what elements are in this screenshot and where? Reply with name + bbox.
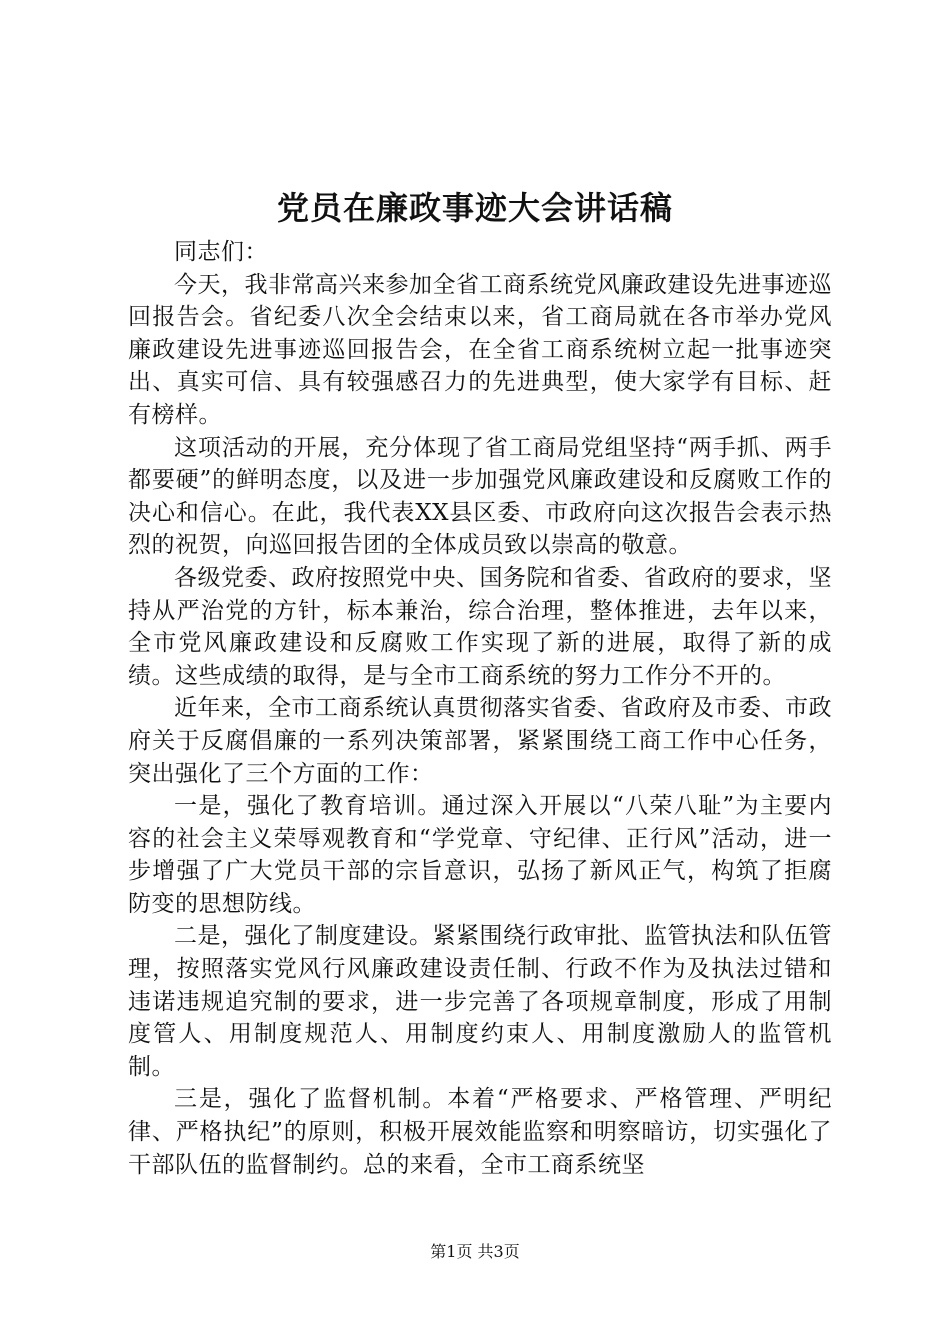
- paragraph-1: 今天，我非常高兴来参加全省工商系统党风廉政建设先进事迹巡回报告会。省纪委八次全会结束以来，省工商局就在各市举办党风廉政建设先进事迹巡回报告会，在全省工商系统树立起一批事迹突出、真实可信、具有较强感召力的先进典型，使大家学有目标、赶有榜样。: [128, 271, 832, 428]
- paragraph-5: 一是，强化了教育培训。通过深入开展以“八荣八耻”为主要内容的社会主义荣辱观教育和“学党章、守纪律、正行风”活动，进一步增强了广大党员干部的宗旨意识，弘扬了新风正气，构筑了拒腐防变的思想防线。: [128, 793, 832, 917]
- paragraph-3: 各级党委、政府按照党中央、国务院和省委、省政府的要求，坚持从严治党的方针，标本兼治，综合治理，整体推进，去年以来，全市党风廉政建设和反腐败工作实现了新的进展，取得了新的成绩。这些成绩的取得，是与全市工商系统的努力工作分不开的。: [128, 564, 832, 689]
- paragraph-6: 二是，强化了制度建设。紧紧围绕行政审批、监管执法和队伍管理，按照落实党风行风廉政建设责任制、行政不作为及执法过错和违诺违规追究制的要求，进一步完善了各项规章制度，形成了用制度管人、用制度规范人、用制度约束人、用制度激励人的监管机制。: [128, 923, 832, 1080]
- document-title: 党员在廉政事迹大会讲话稿: [276, 189, 673, 227]
- paragraph-4: 近年来，全市工商系统认真贯彻落实省委、省政府及市委、市政府关于反腐倡廉的一系列决策部署，紧紧围绕工商工作中心任务，突出强化了三个方面的工作：: [128, 695, 832, 787]
- document-body: [128, 236, 832, 1181]
- paragraph-7: 三是，强化了监督机制。本着“严格要求、严格管理、严明纪律、严格执纪”的原则，积极开展效能监察和明察暗访，切实强化了干部队伍的监督制约。总的来看，全市工商系统坚: [128, 1086, 832, 1178]
- paragraph-salutation: 同志们：: [174, 239, 268, 265]
- page-indicator: 第1页 共3页: [430, 1242, 520, 1261]
- paragraph-2: 这项活动的开展，充分体现了省工商局党组坚持“两手抓、两手都要硬”的鲜明态度，以及进一步加强党风廉政建设和反腐败工作的决心和信心。在此，我代表XX县区委、市政府向这次报告会表示热烈的祝贺，向巡回报告团的全体成员致以崇高的敬意。: [128, 434, 832, 559]
